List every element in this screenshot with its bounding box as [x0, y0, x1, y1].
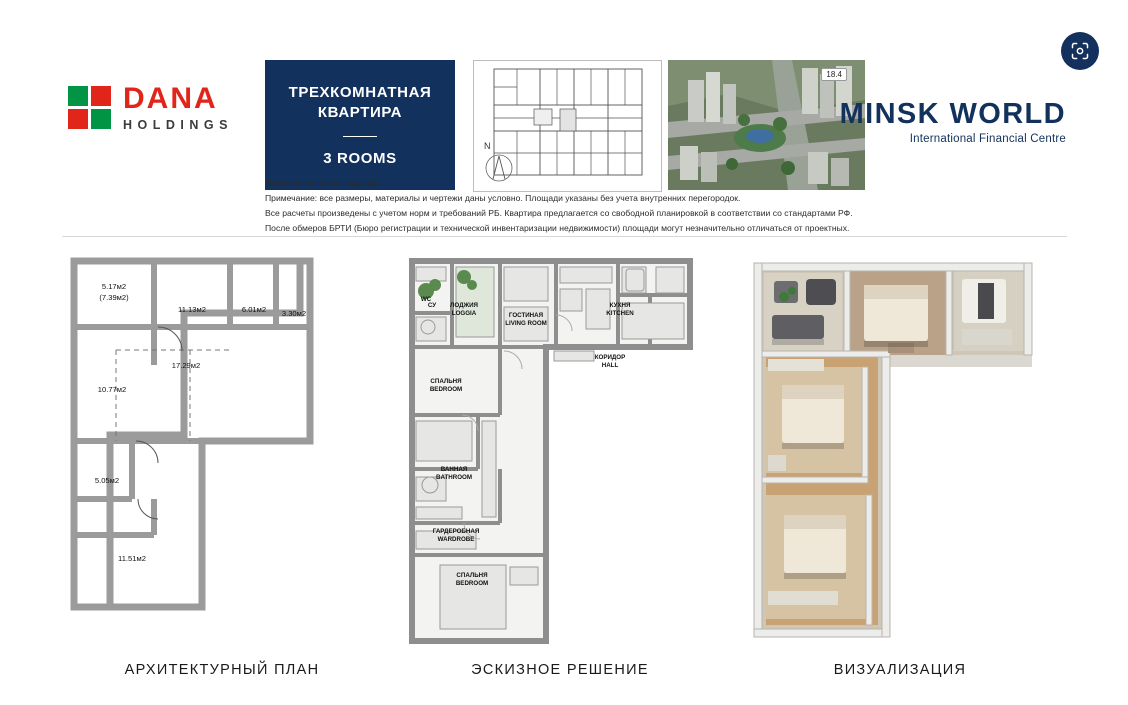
- area-label: 5.05м2: [94, 476, 120, 485]
- room-label-ru: КОРИДОР: [594, 354, 626, 361]
- visualization-render: [740, 255, 1040, 645]
- logo-square-red: [91, 86, 111, 106]
- room-label-en: WC: [420, 296, 432, 303]
- room-label-en: BEDROOM: [455, 580, 489, 587]
- room-label-ru: ГАРДЕРОБНАЯ: [432, 528, 480, 535]
- caption-sketch-plan: ЭСКИЗНОЕ РЕШЕНИЕ: [471, 662, 649, 678]
- dana-logo-mark: [68, 86, 111, 129]
- dana-holdings-logo: [68, 84, 233, 132]
- minsk-world-logo: [840, 100, 1066, 145]
- minsk-world-name: MINSK WORLD: [839, 98, 1066, 130]
- screenshot-icon: [1070, 41, 1090, 61]
- disclaimer-line-2: Примечание: все размеры, материалы и чертежи даны условно. Площади указаны без учета внутренних перегородок.: [265, 192, 741, 203]
- room-label-en: LOGGIA: [451, 310, 477, 317]
- room-label-ru: КУХНЯ: [609, 302, 631, 309]
- apartment-type-en: 3 ROOMS: [323, 150, 397, 168]
- sketch-plan: [404, 255, 704, 645]
- minsk-world-subtitle: International Financial Centre: [909, 133, 1066, 145]
- area-label: 3.30м2: [281, 309, 307, 318]
- apartment-type-box: [265, 60, 455, 190]
- room-label-ru: СПАЛЬНЯ: [430, 378, 462, 385]
- area-label: 11.51м2: [118, 554, 146, 563]
- dana-logo-subtitle: HOLDINGS: [123, 118, 233, 132]
- visualization-plan: [740, 255, 1040, 645]
- room-label-en: HALL: [601, 362, 619, 369]
- room-label-en: LIVING ROOM: [505, 320, 547, 327]
- aerial-photo: [668, 60, 865, 190]
- area-label: 10.77м2: [97, 385, 127, 394]
- room-label-ru: СУ: [427, 302, 437, 309]
- room-label-ru: ГОСТИНАЯ: [508, 312, 544, 319]
- logo-square-green: [68, 86, 88, 106]
- room-label-en: WARDROBE: [437, 536, 475, 543]
- floor-keyplan: [473, 60, 662, 192]
- sketch-plan-drawing: [404, 255, 704, 645]
- architectural-plan: [62, 255, 362, 645]
- area-label: 11.13м2: [178, 305, 206, 314]
- area-label: 17.29м2: [171, 361, 201, 370]
- compass-label: N: [484, 141, 491, 151]
- room-label-ru: ЛОДЖИЯ: [450, 302, 478, 309]
- screenshot-button[interactable]: [1061, 32, 1099, 70]
- caption-visualization: ВИЗУАЛИЗАЦИЯ: [833, 662, 967, 678]
- horizontal-divider: [62, 236, 1067, 237]
- logo-square-green: [91, 109, 111, 129]
- logo-square-red: [68, 109, 88, 129]
- room-label-en: KITCHEN: [606, 310, 634, 317]
- caption-architectural-plan: АРХИТЕКТУРНЫЙ ПЛАН: [124, 662, 320, 678]
- aerial-building-badge: 18.4: [821, 68, 847, 81]
- architectural-plan-drawing: [62, 255, 362, 645]
- title-divider: [343, 136, 377, 137]
- room-label-ru: ВАННАЯ: [440, 466, 468, 473]
- document-header: [0, 28, 1128, 168]
- room-label-en: BEDROOM: [429, 386, 463, 393]
- dana-logo-text: [123, 84, 233, 132]
- disclaimer-line-1: Эскизное решение квартиры: [265, 178, 380, 188]
- dana-logo-name: DANA: [123, 82, 218, 115]
- apartment-type-ru: ТРЕХКОМНАТНАЯ КВАРТИРА: [288, 83, 432, 121]
- room-label-ru: СПАЛЬНЯ: [456, 572, 488, 579]
- disclaimer-line-3: Все расчеты произведены с учетом норм и требований РБ. Квартира предлагается со свободной планировкой в соответствии со стандартами РФ.: [265, 207, 853, 218]
- area-label: (7.39м2): [99, 293, 129, 302]
- area-label: 6.01м2: [241, 305, 267, 314]
- disclaimer-text: [265, 176, 1095, 235]
- area-label: 5.17м2: [101, 282, 127, 291]
- disclaimer-line-4: После обмеров БРТИ (Бюро регистрации и технической инвентаризации недвижимости) площади могут незначительно отличаться от проектных.: [265, 222, 850, 233]
- room-label-en: BATHROOM: [436, 474, 472, 481]
